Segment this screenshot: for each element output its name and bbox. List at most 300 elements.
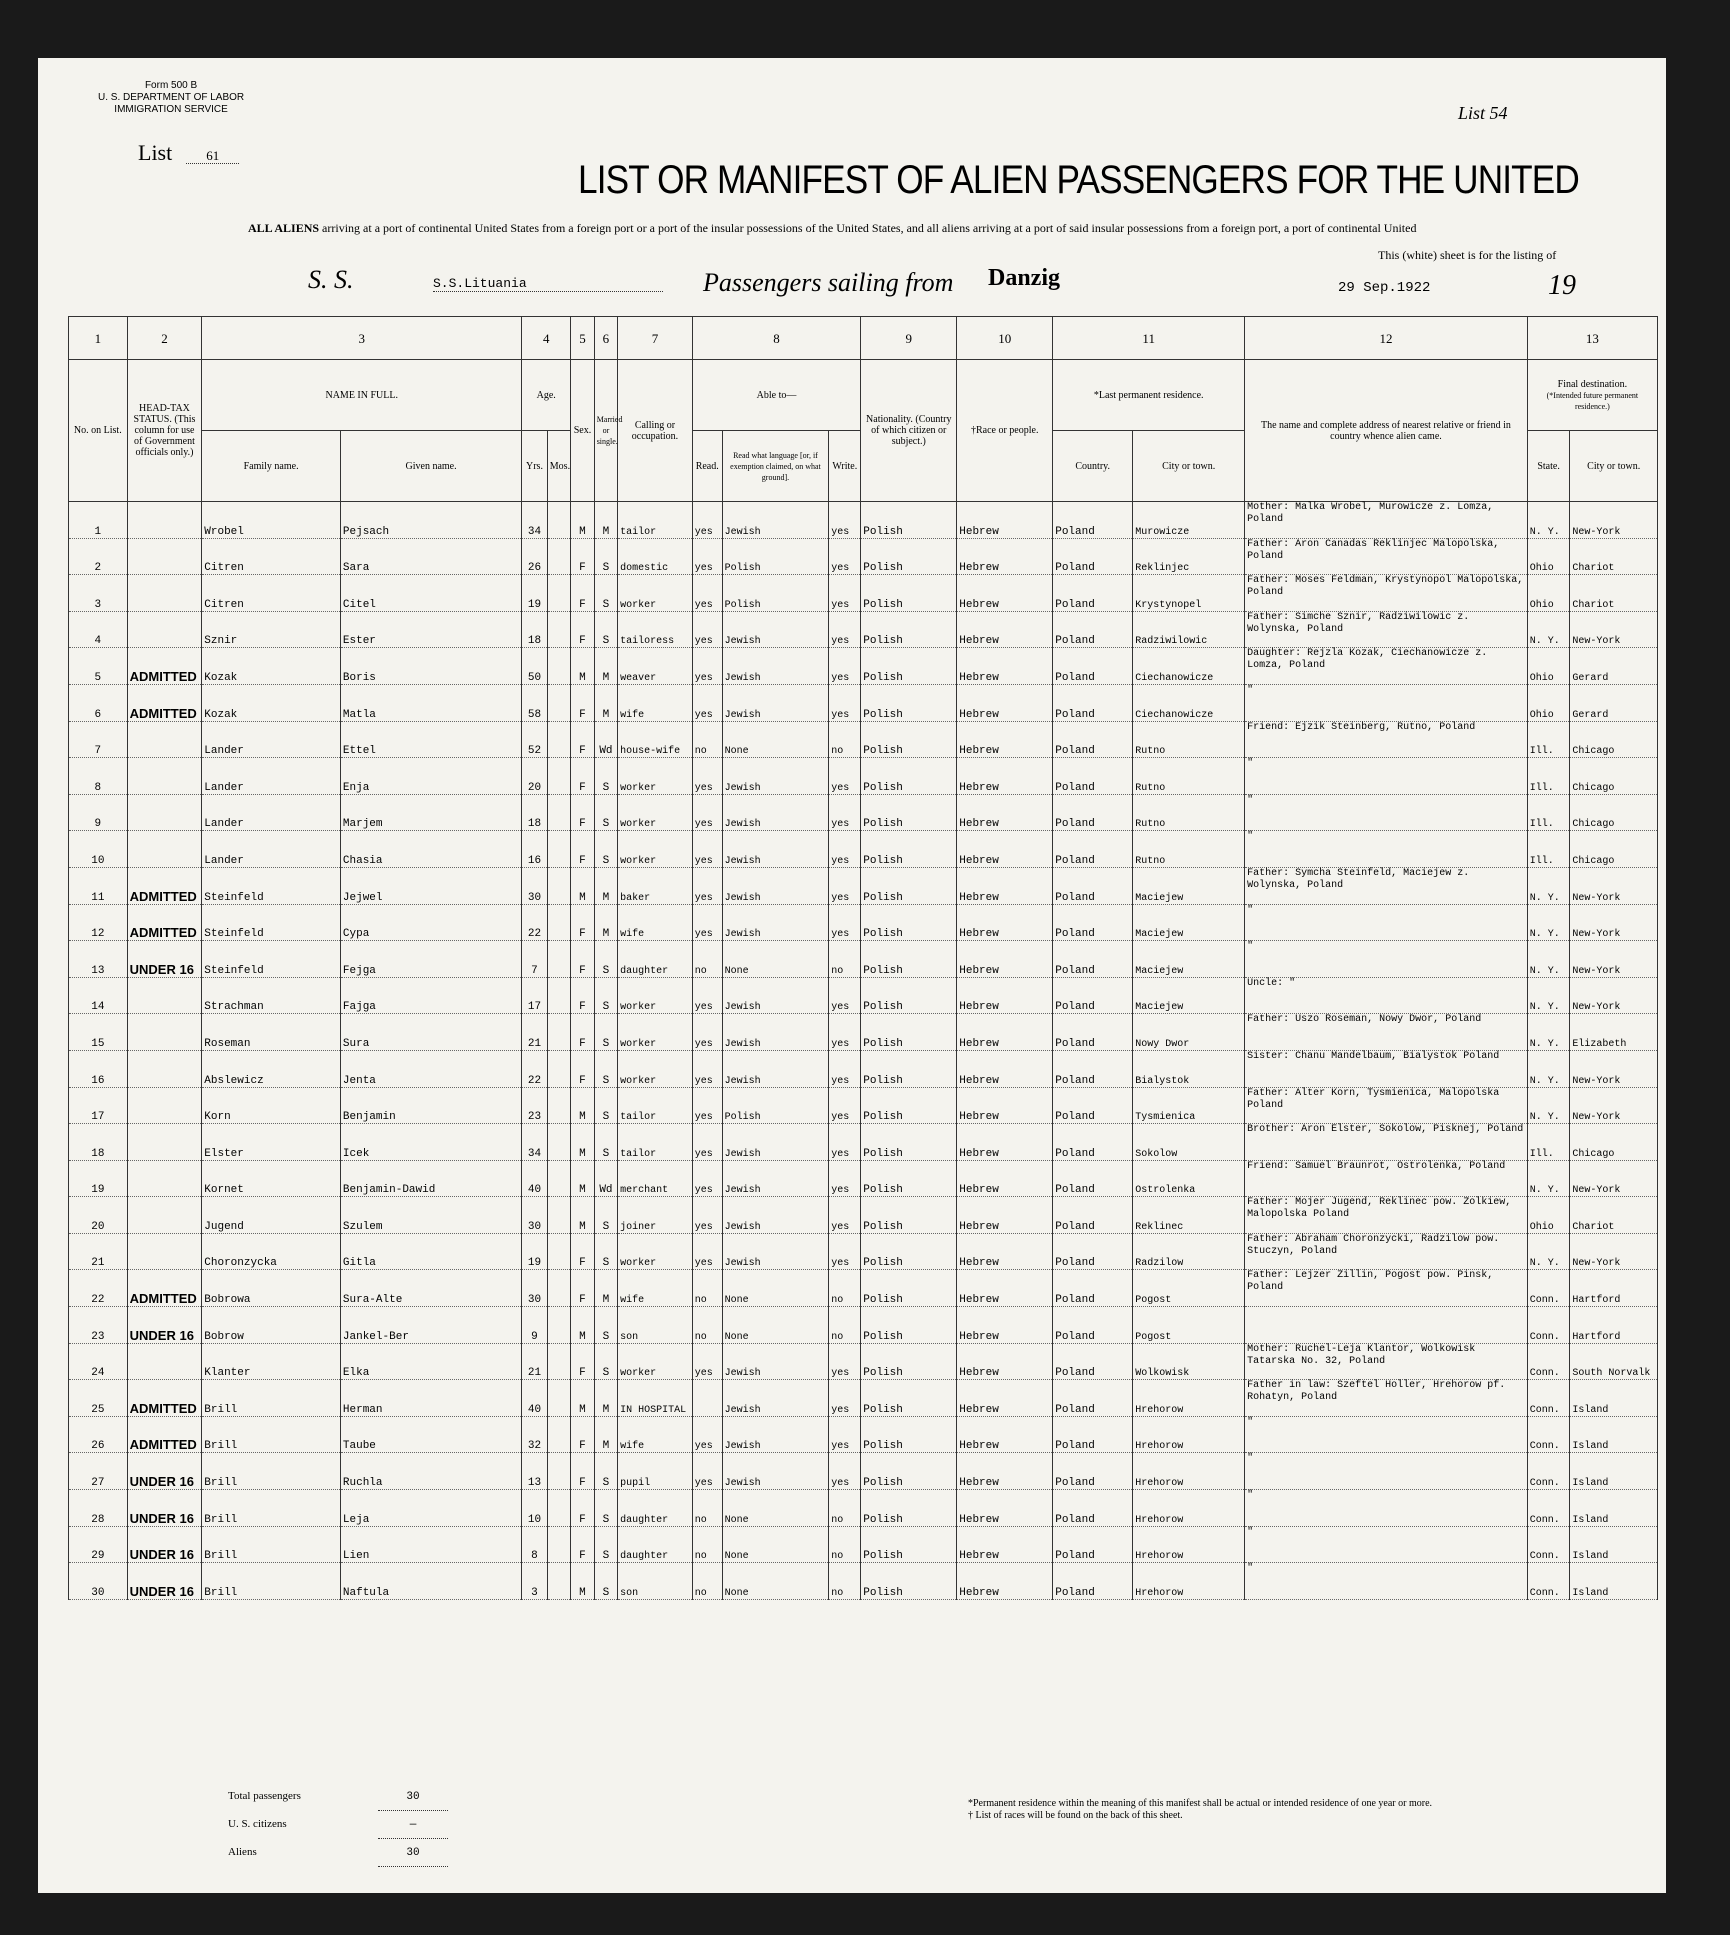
cell-dest: New-York xyxy=(1570,611,1658,648)
cell-ms: S xyxy=(594,831,617,868)
cell-lang: None xyxy=(722,1270,829,1307)
cell-country: Poland xyxy=(1053,1490,1133,1527)
cell-mos xyxy=(547,648,570,685)
table-row xyxy=(69,684,1658,721)
cell-mos xyxy=(547,1124,570,1161)
cell-ht xyxy=(127,831,202,868)
cell-no: 3 xyxy=(69,575,128,612)
cell-race: Hebrew xyxy=(957,1014,1053,1051)
cell-sex: M xyxy=(571,502,594,539)
cell-state: N. Y. xyxy=(1527,1233,1570,1270)
cell-ms: S xyxy=(594,1087,617,1124)
cell-family: Strachman xyxy=(202,977,341,1014)
cell-race: Hebrew xyxy=(957,1526,1053,1563)
cell-country: Poland xyxy=(1053,904,1133,941)
cell-nat: Polish xyxy=(861,538,957,575)
cell-occ: daughter xyxy=(618,941,693,978)
cell-occ: wife xyxy=(618,684,693,721)
subhead-lead: ALL ALIENS xyxy=(248,221,320,235)
cell-read: yes xyxy=(692,1087,722,1124)
cell-country: Poland xyxy=(1053,611,1133,648)
table-row xyxy=(69,1087,1658,1124)
us-citizens-value: — xyxy=(378,1812,448,1839)
cell-given: Benjamin-Dawid xyxy=(340,1160,521,1197)
cell-nat: Polish xyxy=(861,1343,957,1380)
table-row xyxy=(69,502,1658,539)
cell-race: Hebrew xyxy=(957,1270,1053,1307)
cell-ht xyxy=(127,575,202,612)
cell-lang: Jewish xyxy=(722,648,829,685)
cell-state: Conn. xyxy=(1527,1270,1570,1307)
cell-read: yes xyxy=(692,758,722,795)
cell-country: Poland xyxy=(1053,1160,1133,1197)
cell-state: Ohio xyxy=(1527,575,1570,612)
cell-sex: F xyxy=(571,684,594,721)
cell-occ: worker xyxy=(618,1014,693,1051)
cell-ms: S xyxy=(594,1197,617,1234)
cell-read: no xyxy=(692,1307,722,1344)
table-row xyxy=(69,611,1658,648)
cell-lang: Polish xyxy=(722,538,829,575)
cell-sex: M xyxy=(571,1307,594,1344)
cell-race: Hebrew xyxy=(957,575,1053,612)
cell-mos xyxy=(547,758,570,795)
table-row xyxy=(69,977,1658,1014)
cell-given: Jankel-Ber xyxy=(340,1307,521,1344)
cell-nat: Polish xyxy=(861,575,957,612)
cell-sex: F xyxy=(571,1416,594,1453)
colnum-8: 8 xyxy=(692,317,861,360)
cell-occ: IN HOSPITAL xyxy=(618,1380,693,1417)
cell-yrs: 52 xyxy=(522,721,548,758)
cell-yrs: 30 xyxy=(522,867,548,904)
cell-occ: tailoress xyxy=(618,611,693,648)
cell-dest: New-York xyxy=(1570,502,1658,539)
cell-given: Taube xyxy=(340,1416,521,1453)
cell-given: Citel xyxy=(340,575,521,612)
header-mos: Mos. xyxy=(547,431,570,502)
cell-nat: Polish xyxy=(861,1160,957,1197)
cell-rel: Father: Abraham Choronzycki, Radzilow pow. Stuczyn, Poland xyxy=(1245,1233,1528,1270)
cell-nat: Polish xyxy=(861,1416,957,1453)
cell-rel: " xyxy=(1245,794,1528,831)
cell-read: yes xyxy=(692,977,722,1014)
cell-write: yes xyxy=(829,684,861,721)
cell-occ: wife xyxy=(618,1270,693,1307)
cell-mos xyxy=(547,1270,570,1307)
cell-family: Sznir xyxy=(202,611,341,648)
colnum-4: 4 xyxy=(522,317,571,360)
cell-race: Hebrew xyxy=(957,1416,1053,1453)
cell-family: Lander xyxy=(202,758,341,795)
cell-state: Conn. xyxy=(1527,1307,1570,1344)
final-destination-title: Final destination. xyxy=(1557,378,1628,390)
cell-no: 28 xyxy=(69,1490,128,1527)
cell-given: Herman xyxy=(340,1380,521,1417)
cell-rel: Father: Simche Sznir, Radziwilowic z. Wolynska, Poland xyxy=(1245,611,1528,648)
table-row xyxy=(69,721,1658,758)
cell-ht: UNDER 16 xyxy=(127,1563,202,1600)
cell-mos xyxy=(547,1380,570,1417)
list-number: 61 xyxy=(186,148,239,164)
cell-lang: Jewish xyxy=(722,684,829,721)
cell-race: Hebrew xyxy=(957,904,1053,941)
cell-no: 19 xyxy=(69,1160,128,1197)
cell-write: yes xyxy=(829,977,861,1014)
cell-city: Rutno xyxy=(1133,721,1245,758)
cell-race: Hebrew xyxy=(957,538,1053,575)
cell-lang: Jewish xyxy=(722,611,829,648)
cell-yrs: 19 xyxy=(522,575,548,612)
table-row xyxy=(69,1014,1658,1051)
cell-dest: New-York xyxy=(1570,1087,1658,1124)
cell-occ: worker xyxy=(618,758,693,795)
cell-lang: Jewish xyxy=(722,867,829,904)
cell-write: yes xyxy=(829,538,861,575)
cell-rel: Mother: Ruchel-Leja Klantor, Wolkowisk Tatarska No. 32, Poland xyxy=(1245,1343,1528,1380)
cell-ht: ADMITTED xyxy=(127,1270,202,1307)
colnum-10: 10 xyxy=(957,317,1053,360)
cell-nat: Polish xyxy=(861,1380,957,1417)
cell-yrs: 18 xyxy=(522,611,548,648)
cell-no: 29 xyxy=(69,1526,128,1563)
cell-occ: tailor xyxy=(618,1087,693,1124)
cell-occ: pupil xyxy=(618,1453,693,1490)
cell-write: yes xyxy=(829,1160,861,1197)
cell-nat: Polish xyxy=(861,1307,957,1344)
cell-state: Ill. xyxy=(1527,1124,1570,1161)
cell-mos xyxy=(547,1233,570,1270)
cell-ht xyxy=(127,1050,202,1087)
cell-write: yes xyxy=(829,1197,861,1234)
cell-write: yes xyxy=(829,794,861,831)
cell-given: Boris xyxy=(340,648,521,685)
cell-race: Hebrew xyxy=(957,1343,1053,1380)
cell-sex: F xyxy=(571,1233,594,1270)
cell-yrs: 30 xyxy=(522,1197,548,1234)
cell-family: Kozak xyxy=(202,648,341,685)
cell-no: 26 xyxy=(69,1416,128,1453)
aliens-value: 30 xyxy=(378,1840,448,1867)
cell-race: Hebrew xyxy=(957,1380,1053,1417)
cell-yrs: 34 xyxy=(522,502,548,539)
cell-no: 24 xyxy=(69,1343,128,1380)
cell-country: Poland xyxy=(1053,1087,1133,1124)
cell-read: yes xyxy=(692,502,722,539)
header-read: Read. xyxy=(692,431,722,502)
colnum-12: 12 xyxy=(1245,317,1528,360)
cell-dest: Chariot xyxy=(1570,575,1658,612)
cell-no: 16 xyxy=(69,1050,128,1087)
cell-rel: " xyxy=(1245,904,1528,941)
cell-race: Hebrew xyxy=(957,758,1053,795)
cell-write: yes xyxy=(829,904,861,941)
cell-read: yes xyxy=(692,684,722,721)
cell-dest: New-York xyxy=(1570,1233,1658,1270)
cell-yrs: 40 xyxy=(522,1160,548,1197)
cell-read: yes xyxy=(692,1160,722,1197)
cell-country: Poland xyxy=(1053,502,1133,539)
cell-read: yes xyxy=(692,538,722,575)
cell-occ: merchant xyxy=(618,1160,693,1197)
cell-lang: Jewish xyxy=(722,502,829,539)
table-row xyxy=(69,648,1658,685)
cell-race: Hebrew xyxy=(957,648,1053,685)
cell-race: Hebrew xyxy=(957,941,1053,978)
cell-lang: Jewish xyxy=(722,977,829,1014)
cell-given: Sura xyxy=(340,1014,521,1051)
cell-ms: M xyxy=(594,1270,617,1307)
cell-nat: Polish xyxy=(861,1490,957,1527)
cell-ms: M xyxy=(594,648,617,685)
colnum-9: 9 xyxy=(861,317,957,360)
footnote-residence: *Permanent residence within the meaning of this manifest shall be actual or intended residence of one year or more. xyxy=(968,1798,1433,1809)
cell-read: no xyxy=(692,721,722,758)
table-row xyxy=(69,1490,1658,1527)
cell-lang: Jewish xyxy=(722,1343,829,1380)
cell-country: Poland xyxy=(1053,977,1133,1014)
form-identifier xyxy=(98,80,244,116)
cell-read: yes xyxy=(692,1343,722,1380)
cell-ht: ADMITTED xyxy=(127,1416,202,1453)
form-number: Form 500 B xyxy=(144,80,198,91)
cell-sex: F xyxy=(571,1050,594,1087)
cell-country: Poland xyxy=(1053,1453,1133,1490)
cell-mos xyxy=(547,611,570,648)
us-citizens-line xyxy=(228,1811,448,1839)
header-final-destination xyxy=(1527,360,1657,431)
cell-country: Poland xyxy=(1053,684,1133,721)
cell-yrs: 22 xyxy=(522,904,548,941)
cell-mos xyxy=(547,1526,570,1563)
cell-ht xyxy=(127,1343,202,1380)
cell-read: no xyxy=(692,1526,722,1563)
cell-lang: None xyxy=(722,1526,829,1563)
cell-city: Hrehorow xyxy=(1133,1490,1245,1527)
cell-mos xyxy=(547,831,570,868)
cell-no: 1 xyxy=(69,502,128,539)
header-sex: Sex. xyxy=(571,360,594,502)
list-label-text: List xyxy=(138,140,173,165)
cell-yrs: 9 xyxy=(522,1307,548,1344)
cell-write: yes xyxy=(829,758,861,795)
cell-mos xyxy=(547,1307,570,1344)
cell-no: 21 xyxy=(69,1233,128,1270)
cell-mos xyxy=(547,904,570,941)
cell-occ: worker xyxy=(618,831,693,868)
cell-write: no xyxy=(829,941,861,978)
cell-read: yes xyxy=(692,794,722,831)
cell-lang: Jewish xyxy=(722,1050,829,1087)
cell-race: Hebrew xyxy=(957,1233,1053,1270)
colnum-2: 2 xyxy=(127,317,202,360)
header-read-language: Read what language [or, if exemption claimed, on what ground]. xyxy=(722,431,829,502)
header-family-name: Family name. xyxy=(202,431,341,502)
cell-state: Conn. xyxy=(1527,1343,1570,1380)
cell-sex: F xyxy=(571,941,594,978)
cell-yrs: 23 xyxy=(522,1087,548,1124)
cell-race: Hebrew xyxy=(957,684,1053,721)
cell-occ: wife xyxy=(618,904,693,941)
cell-given: Ester xyxy=(340,611,521,648)
cell-no: 25 xyxy=(69,1380,128,1417)
cell-lang: Jewish xyxy=(722,1124,829,1161)
cell-family: Steinfeld xyxy=(202,867,341,904)
cell-sex: M xyxy=(571,1124,594,1161)
cell-ms: S xyxy=(594,575,617,612)
cell-yrs: 3 xyxy=(522,1563,548,1600)
cell-nat: Polish xyxy=(861,977,957,1014)
header-nationality: Nationality. (Country of which citizen or subject.) xyxy=(861,360,957,502)
cell-ht: UNDER 16 xyxy=(127,1526,202,1563)
cell-occ: worker xyxy=(618,794,693,831)
cell-ms: S xyxy=(594,1563,617,1600)
cell-country: Poland xyxy=(1053,1380,1133,1417)
manifest-table xyxy=(68,316,1658,1600)
cell-state: Conn. xyxy=(1527,1490,1570,1527)
cell-lang: None xyxy=(722,1307,829,1344)
header-write: Write. xyxy=(829,431,861,502)
cell-given: Ruchla xyxy=(340,1453,521,1490)
cell-ms: S xyxy=(594,1307,617,1344)
table-row xyxy=(69,867,1658,904)
cell-no: 8 xyxy=(69,758,128,795)
cell-family: Kornet xyxy=(202,1160,341,1197)
cell-family: Lander xyxy=(202,721,341,758)
cell-city: Reklinjec xyxy=(1133,538,1245,575)
cell-country: Poland xyxy=(1053,1233,1133,1270)
cell-state: Ohio xyxy=(1527,684,1570,721)
cell-rel: Father: Moses Feldman, Krystynopol Malopolska, Poland xyxy=(1245,575,1528,612)
cell-dest: Hartford xyxy=(1570,1307,1658,1344)
header-row-1 xyxy=(69,360,1658,431)
cell-state: N. Y. xyxy=(1527,611,1570,648)
cell-family: Brill xyxy=(202,1380,341,1417)
cell-rel: " xyxy=(1245,1563,1528,1600)
cell-lang: Jewish xyxy=(722,1416,829,1453)
cell-no: 18 xyxy=(69,1124,128,1161)
cell-rel: Brother: Aron Elster, Sokolow, Pisknej, Poland xyxy=(1245,1124,1528,1161)
cell-state: Ill. xyxy=(1527,831,1570,868)
cell-dest: New-York xyxy=(1570,904,1658,941)
cell-read: yes xyxy=(692,1453,722,1490)
cell-lang: Jewish xyxy=(722,904,829,941)
cell-dest: Island xyxy=(1570,1563,1658,1600)
header-name-in-full: NAME IN FULL. xyxy=(202,360,522,431)
cell-write: yes xyxy=(829,611,861,648)
cell-family: Brill xyxy=(202,1563,341,1600)
cell-family: Steinfeld xyxy=(202,904,341,941)
cell-yrs: 21 xyxy=(522,1343,548,1380)
cell-read: no xyxy=(692,1490,722,1527)
cell-race: Hebrew xyxy=(957,1050,1053,1087)
cell-city: Krystynopel xyxy=(1133,575,1245,612)
cell-rel: " xyxy=(1245,758,1528,795)
cell-ht xyxy=(127,977,202,1014)
cell-race: Hebrew xyxy=(957,1087,1053,1124)
sheet-note: This (white) sheet is for the listing of xyxy=(1378,248,1557,262)
cell-city: Maciejew xyxy=(1133,867,1245,904)
cell-ht xyxy=(127,1197,202,1234)
cell-nat: Polish xyxy=(861,941,957,978)
cell-ht: ADMITTED xyxy=(127,648,202,685)
cell-yrs: 18 xyxy=(522,794,548,831)
cell-no: 9 xyxy=(69,794,128,831)
cell-ht xyxy=(127,794,202,831)
cell-sex: F xyxy=(571,794,594,831)
cell-occ: worker xyxy=(618,1343,693,1380)
cell-lang: Jewish xyxy=(722,1197,829,1234)
cell-yrs: 21 xyxy=(522,1014,548,1051)
header-able-to: Able to— xyxy=(692,360,861,431)
cell-read: yes xyxy=(692,867,722,904)
cell-family: Bobrow xyxy=(202,1307,341,1344)
header-relative: The name and complete address of nearest relative or friend in country whence alien came. xyxy=(1245,360,1528,502)
cell-no: 23 xyxy=(69,1307,128,1344)
cell-dest: New-York xyxy=(1570,1050,1658,1087)
cell-lang: Jewish xyxy=(722,794,829,831)
cell-yrs: 20 xyxy=(522,758,548,795)
cell-yrs: 17 xyxy=(522,977,548,1014)
cell-nat: Polish xyxy=(861,502,957,539)
cell-rel: " xyxy=(1245,684,1528,721)
cell-sex: M xyxy=(571,867,594,904)
cell-ht: ADMITTED xyxy=(127,867,202,904)
cell-mos xyxy=(547,1563,570,1600)
cell-given: Marjem xyxy=(340,794,521,831)
cell-lang: Polish xyxy=(722,1087,829,1124)
cell-nat: Polish xyxy=(861,867,957,904)
cell-no: 17 xyxy=(69,1087,128,1124)
colnum-11: 11 xyxy=(1053,317,1245,360)
cell-country: Poland xyxy=(1053,794,1133,831)
cell-rel: Friend: Samuel Braunrot, Ostrolenka, Poland xyxy=(1245,1160,1528,1197)
cell-write: no xyxy=(829,721,861,758)
cell-ms: Wd xyxy=(594,721,617,758)
cell-sex: F xyxy=(571,611,594,648)
cell-city: Ciechanowicze xyxy=(1133,648,1245,685)
cell-ms: M xyxy=(594,684,617,721)
cell-ms: S xyxy=(594,1050,617,1087)
header-dest-city: City or town. xyxy=(1570,431,1658,502)
cell-ms: S xyxy=(594,758,617,795)
cell-yrs: 19 xyxy=(522,1233,548,1270)
cell-ht xyxy=(127,538,202,575)
final-destination-note: (*Intended future permanent residence.) xyxy=(1546,390,1639,411)
cell-rel: Daughter: Rejzla Kozak, Ciechanowicze z. Lomza, Poland xyxy=(1245,648,1528,685)
cell-sex: M xyxy=(571,648,594,685)
cell-ms: M xyxy=(594,904,617,941)
cell-ms: Wd xyxy=(594,1160,617,1197)
cell-no: 10 xyxy=(69,831,128,868)
cell-sex: F xyxy=(571,575,594,612)
cell-occ: worker xyxy=(618,977,693,1014)
colnum-7: 7 xyxy=(618,317,693,360)
cell-mos xyxy=(547,575,570,612)
cell-ht: ADMITTED xyxy=(127,904,202,941)
cell-sex: F xyxy=(571,831,594,868)
table-row xyxy=(69,538,1658,575)
cell-write: yes xyxy=(829,1087,861,1124)
cell-dest: Island xyxy=(1570,1380,1658,1417)
header-country: Country. xyxy=(1053,431,1133,502)
cell-write: yes xyxy=(829,1416,861,1453)
cell-yrs: 40 xyxy=(522,1380,548,1417)
table-row xyxy=(69,758,1658,795)
cell-mos xyxy=(547,1050,570,1087)
cell-given: Matla xyxy=(340,684,521,721)
cell-race: Hebrew xyxy=(957,867,1053,904)
